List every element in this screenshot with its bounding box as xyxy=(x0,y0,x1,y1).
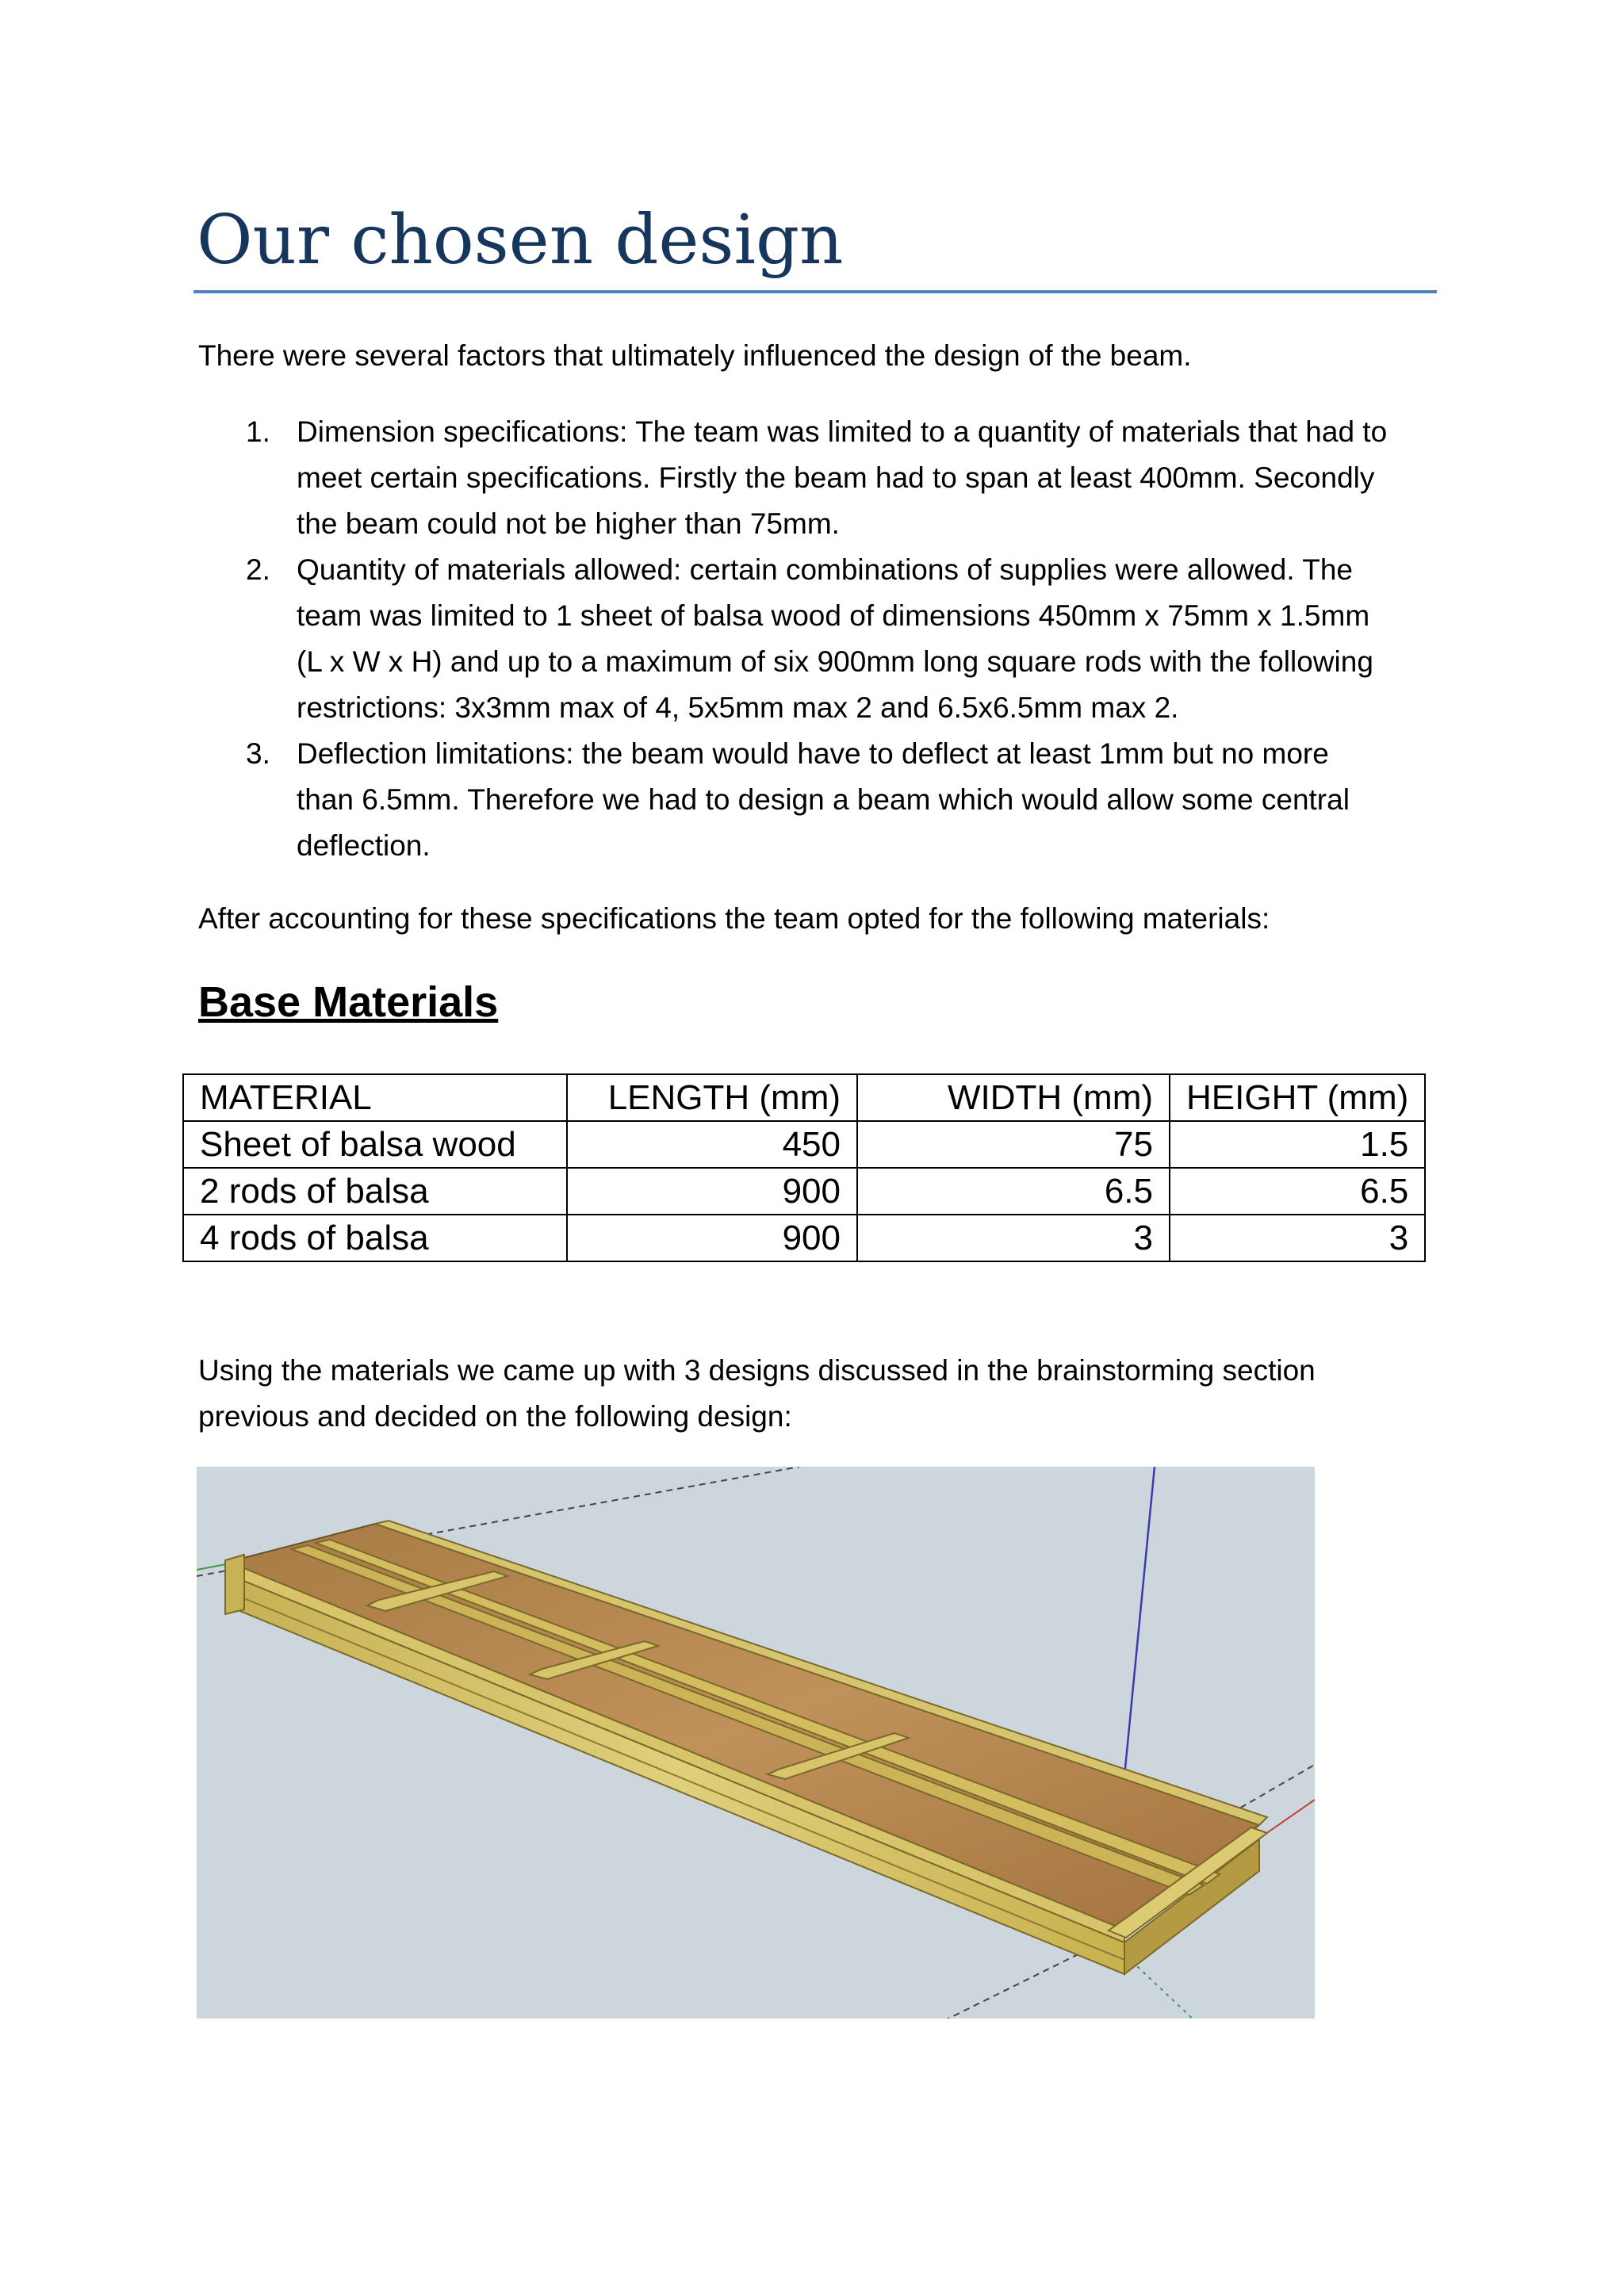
table-header-cell: HEIGHT (mm) xyxy=(1170,1074,1425,1121)
title-underline xyxy=(193,290,1437,293)
factor-number: 3. xyxy=(246,737,270,770)
closing-line: Using the materials we came up with 3 designs discussed in the brainstorming section xyxy=(198,1354,1316,1387)
table-cell: 900 xyxy=(567,1168,857,1215)
beam-design-render xyxy=(197,1467,1315,2019)
factor-line: Quantity of materials allowed: certain combinations of supplies were allowed. The xyxy=(297,553,1353,586)
table-header-cell: WIDTH (mm) xyxy=(857,1074,1170,1121)
table-row xyxy=(183,1215,1425,1261)
intro-paragraph: There were several factors that ultimately influenced the design of the beam. xyxy=(198,339,1192,372)
table-cell: 2 rods of balsa xyxy=(183,1168,567,1215)
table-cell: 3 xyxy=(857,1215,1170,1261)
page-title: Our chosen design xyxy=(197,201,844,280)
section-heading-base-materials: Base Materials xyxy=(198,978,499,1026)
factor-line: the beam could not be higher than 75mm. xyxy=(297,507,840,540)
table-cell: 75 xyxy=(857,1121,1170,1168)
factor-line: deflection. xyxy=(297,829,431,862)
table-cell: 900 xyxy=(567,1215,857,1261)
table-cell: 4 rods of balsa xyxy=(183,1215,567,1261)
factor-line: than 6.5mm. Therefore we had to design a beam which would allow some central xyxy=(297,783,1350,816)
table-cell: 6.5 xyxy=(857,1168,1170,1215)
table-cell: Sheet of balsa wood xyxy=(183,1121,567,1168)
factor-line: Dimension specifications: The team was limited to a quantity of materials that had to xyxy=(297,415,1388,448)
factors-list xyxy=(198,409,1624,869)
table-header-cell: MATERIAL xyxy=(183,1074,567,1121)
table-header-cell: LENGTH (mm) xyxy=(567,1074,857,1121)
table-cell: 450 xyxy=(567,1121,857,1168)
closing-line: previous and decided on the following design: xyxy=(198,1400,792,1433)
after-paragraph: After accounting for these specifications the team opted for the following materials: xyxy=(198,902,1270,935)
materials-table xyxy=(182,1073,1426,1262)
table-cell: 1.5 xyxy=(1170,1121,1425,1168)
factor-line: meet certain specifications. Firstly the beam had to span at least 400mm. Secondly xyxy=(297,461,1375,494)
beam-left-end xyxy=(225,1555,244,1614)
factor-line: (L x W x H) and up to a maximum of six 900mm long square rods with the following xyxy=(297,645,1373,678)
factor-item xyxy=(198,547,1624,731)
table-row xyxy=(183,1168,1425,1215)
factor-item xyxy=(198,731,1624,869)
table-header-row xyxy=(183,1074,1425,1121)
beam-3d-model-image xyxy=(197,1467,1315,2019)
factor-line: team was limited to 1 sheet of balsa wood of dimensions 450mm x 75mm x 1.5mm xyxy=(297,599,1370,632)
factor-number: 1. xyxy=(246,415,270,448)
factor-item xyxy=(198,409,1624,547)
factor-line: Deflection limitations: the beam would have to deflect at least 1mm but no more xyxy=(297,737,1329,770)
factor-line: restrictions: 3x3mm max of 4, 5x5mm max 2 and 6.5x6.5mm max 2. xyxy=(297,691,1179,724)
table-cell: 6.5 xyxy=(1170,1168,1425,1215)
table-row xyxy=(183,1121,1425,1168)
factor-number: 2. xyxy=(246,553,270,586)
table-cell: 3 xyxy=(1170,1215,1425,1261)
